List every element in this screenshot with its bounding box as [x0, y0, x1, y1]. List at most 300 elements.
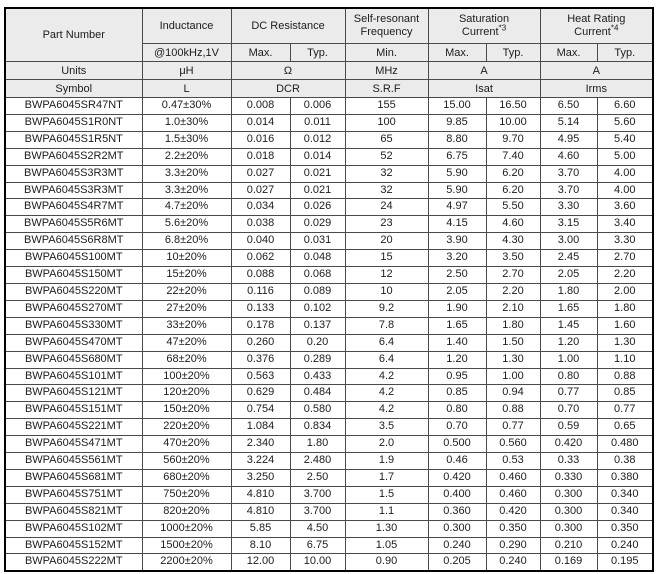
saturation-footnote-marker: *3 — [498, 23, 507, 33]
value-cell: 0.027 — [231, 165, 290, 182]
value-cell: 32 — [345, 182, 428, 199]
value-cell: 820±20% — [142, 503, 231, 520]
value-cell: 0.90 — [345, 554, 428, 571]
value-cell: 0.754 — [231, 402, 290, 419]
value-cell: 1.7 — [345, 469, 428, 486]
value-cell: 0.70 — [540, 402, 597, 419]
value-cell: 1.80 — [486, 317, 540, 334]
value-cell: 0.420 — [540, 436, 597, 453]
value-cell: 0.376 — [231, 351, 290, 368]
value-cell: 2.00 — [597, 283, 653, 300]
value-cell: 16.50 — [486, 98, 540, 115]
value-cell: 0.85 — [428, 385, 486, 402]
value-cell: 0.629 — [231, 385, 290, 402]
value-cell: 3.50 — [486, 250, 540, 267]
value-cell: 6.60 — [597, 98, 653, 115]
table-row — [5, 165, 653, 182]
value-cell: 15±20% — [142, 267, 231, 284]
value-cell: 0.137 — [290, 317, 345, 334]
value-cell: 0.102 — [290, 300, 345, 317]
value-cell: 2.70 — [597, 250, 653, 267]
value-cell: 0.210 — [540, 537, 597, 554]
part-number-cell: BWPA6045S270MT — [5, 300, 142, 317]
value-cell: 5.90 — [428, 182, 486, 199]
value-cell: 0.350 — [597, 520, 653, 537]
value-cell: 3.3±20% — [142, 165, 231, 182]
part-number-cell: BWPA6045S1R5NT — [5, 131, 142, 148]
value-cell: 0.008 — [231, 98, 290, 115]
value-cell: 0.380 — [597, 469, 653, 486]
value-cell: 8.10 — [231, 537, 290, 554]
table-row — [5, 148, 653, 165]
srf-label-line1: Self-resonant — [353, 13, 420, 25]
value-cell: 0.340 — [597, 503, 653, 520]
value-cell: 10±20% — [142, 250, 231, 267]
heat-label-line1: Heat Rating — [567, 13, 626, 25]
value-cell: 0.38 — [597, 453, 653, 470]
value-cell: 3.30 — [597, 233, 653, 250]
value-cell: 4.50 — [290, 520, 345, 537]
part-number-cell: BWPA6045S2R2MT — [5, 148, 142, 165]
value-cell: 0.300 — [540, 503, 597, 520]
value-cell: 6.20 — [486, 165, 540, 182]
part-number-cell: BWPA6045S6R8MT — [5, 233, 142, 250]
value-cell: 1.084 — [231, 419, 290, 436]
table-row — [5, 199, 653, 216]
value-cell: 10.00 — [290, 554, 345, 571]
value-cell: 0.420 — [486, 503, 540, 520]
value-cell: 0.330 — [540, 469, 597, 486]
value-cell: 5.40 — [597, 131, 653, 148]
part-number-cell: BWPA6045S121MT — [5, 385, 142, 402]
value-cell: 6.20 — [486, 182, 540, 199]
value-cell: 1.65 — [428, 317, 486, 334]
value-cell: 0.59 — [540, 419, 597, 436]
value-cell: 2.45 — [540, 250, 597, 267]
part-number-cell: BWPA6045S680MT — [5, 351, 142, 368]
part-number-cell: BWPA6045S3R3MT — [5, 182, 142, 199]
col-header-inductance: Inductance — [142, 8, 231, 44]
value-cell: 1.30 — [345, 520, 428, 537]
saturation-label-line2: Current$^{*3}$ — [461, 23, 507, 38]
value-cell: 4.810 — [231, 503, 290, 520]
part-number-cell: BWPA6045S102MT — [5, 520, 142, 537]
header-group-row — [5, 8, 653, 44]
value-cell: 4.60 — [486, 216, 540, 233]
value-cell: 1.0±30% — [142, 114, 231, 131]
table-row — [5, 368, 653, 385]
value-cell: 12 — [345, 267, 428, 284]
inductor-spec-table — [4, 7, 654, 572]
value-cell: 0.20 — [290, 334, 345, 351]
value-cell: 0.46 — [428, 453, 486, 470]
isat-max-header: Max. — [428, 44, 486, 62]
table-row — [5, 469, 653, 486]
value-cell: 6.50 — [540, 98, 597, 115]
value-cell: 0.018 — [231, 148, 290, 165]
value-cell: 3.15 — [540, 216, 597, 233]
value-cell: 0.048 — [290, 250, 345, 267]
value-cell: 0.260 — [231, 334, 290, 351]
value-cell: 0.040 — [231, 233, 290, 250]
value-cell: 1.80 — [597, 300, 653, 317]
value-cell: 2200±20% — [142, 554, 231, 571]
value-cell: 0.014 — [290, 148, 345, 165]
value-cell: 1000±20% — [142, 520, 231, 537]
value-cell: 0.580 — [290, 402, 345, 419]
dcr-max-header: Max. — [231, 44, 290, 62]
value-cell: 0.65 — [597, 419, 653, 436]
value-cell: 6.75 — [290, 537, 345, 554]
value-cell: 15 — [345, 250, 428, 267]
value-cell: 1.20 — [540, 334, 597, 351]
value-cell: 0.53 — [486, 453, 540, 470]
srf-unit: MHz — [345, 62, 428, 80]
value-cell: 0.300 — [540, 520, 597, 537]
value-cell: 0.014 — [231, 114, 290, 131]
value-cell: 0.290 — [486, 537, 540, 554]
part-number-cell: BWPA6045S4R7MT — [5, 199, 142, 216]
value-cell: 0.85 — [597, 385, 653, 402]
value-cell: 3.5 — [345, 419, 428, 436]
value-cell: 3.3±20% — [142, 182, 231, 199]
table-row — [5, 131, 653, 148]
value-cell: 0.460 — [486, 486, 540, 503]
dcr-symbol: DCR — [231, 80, 345, 98]
value-cell: 0.77 — [486, 419, 540, 436]
value-cell: 4.00 — [597, 182, 653, 199]
col-header-saturation-current — [428, 8, 540, 44]
table-row — [5, 351, 653, 368]
value-cell: 5.60 — [597, 114, 653, 131]
value-cell: 0.480 — [597, 436, 653, 453]
value-cell: 1.5±30% — [142, 131, 231, 148]
table-row — [5, 419, 653, 436]
value-cell: 2.340 — [231, 436, 290, 453]
part-number-cell: BWPA6045S100MT — [5, 250, 142, 267]
value-cell: 65 — [345, 131, 428, 148]
value-cell: 3.40 — [597, 216, 653, 233]
value-cell: 0.021 — [290, 182, 345, 199]
value-cell: 0.029 — [290, 216, 345, 233]
table-row — [5, 537, 653, 554]
value-cell: 0.016 — [231, 131, 290, 148]
value-cell: 1.65 — [540, 300, 597, 317]
value-cell: 0.460 — [486, 469, 540, 486]
value-cell: 2.05 — [540, 267, 597, 284]
value-cell: 0.500 — [428, 436, 486, 453]
table-row — [5, 317, 653, 334]
table-body — [5, 98, 653, 572]
part-number-cell: BWPA6045S5R6MT — [5, 216, 142, 233]
table-row — [5, 233, 653, 250]
value-cell: 2.20 — [597, 267, 653, 284]
value-cell: 1.30 — [597, 334, 653, 351]
value-cell: 0.433 — [290, 368, 345, 385]
value-cell: 4.30 — [486, 233, 540, 250]
value-cell: 100±20% — [142, 368, 231, 385]
value-cell: 68±20% — [142, 351, 231, 368]
value-cell: 0.300 — [540, 486, 597, 503]
value-cell: 33±20% — [142, 317, 231, 334]
value-cell: 120±20% — [142, 385, 231, 402]
value-cell: 2.70 — [486, 267, 540, 284]
value-cell: 1.1 — [345, 503, 428, 520]
value-cell: 0.088 — [231, 267, 290, 284]
table-row — [5, 520, 653, 537]
value-cell: 5.90 — [428, 165, 486, 182]
value-cell: 0.33 — [540, 453, 597, 470]
col-header-srf — [345, 8, 428, 44]
units-row — [5, 62, 653, 80]
value-cell: 1.40 — [428, 334, 486, 351]
symbol-row-label: Symbol — [5, 80, 142, 98]
value-cell: 0.400 — [428, 486, 486, 503]
value-cell: 0.062 — [231, 250, 290, 267]
inductance-unit: μH — [142, 62, 231, 80]
value-cell: 0.011 — [290, 114, 345, 131]
value-cell: 2.480 — [290, 453, 345, 470]
value-cell: 560±20% — [142, 453, 231, 470]
value-cell: 0.834 — [290, 419, 345, 436]
value-cell: 2.50 — [290, 469, 345, 486]
value-cell: 4.7±20% — [142, 199, 231, 216]
value-cell: 23 — [345, 216, 428, 233]
value-cell: 1.5 — [345, 486, 428, 503]
value-cell: 47±20% — [142, 334, 231, 351]
value-cell: 2.0 — [345, 436, 428, 453]
table-row — [5, 436, 653, 453]
value-cell: 4.2 — [345, 385, 428, 402]
value-cell: 10.00 — [486, 114, 540, 131]
table-row — [5, 216, 653, 233]
value-cell: 52 — [345, 148, 428, 165]
srf-symbol: S.R.F — [345, 80, 428, 98]
value-cell: 1.9 — [345, 453, 428, 470]
value-cell: 0.420 — [428, 469, 486, 486]
value-cell: 0.88 — [597, 368, 653, 385]
value-cell: 0.289 — [290, 351, 345, 368]
value-cell: 4.97 — [428, 199, 486, 216]
value-cell: 3.30 — [540, 199, 597, 216]
value-cell: 7.8 — [345, 317, 428, 334]
part-number-cell: BWPA6045S150MT — [5, 267, 142, 284]
value-cell: 4.810 — [231, 486, 290, 503]
value-cell: 0.089 — [290, 283, 345, 300]
table-header — [5, 8, 653, 98]
value-cell: 3.70 — [540, 165, 597, 182]
value-cell: 0.563 — [231, 368, 290, 385]
part-number-cell: BWPA6045S151MT — [5, 402, 142, 419]
value-cell: 7.40 — [486, 148, 540, 165]
table-row — [5, 554, 653, 571]
value-cell: 0.350 — [486, 520, 540, 537]
inductance-symbol: L — [142, 80, 231, 98]
isat-typ-header: Typ. — [486, 44, 540, 62]
part-number-cell: BWPA6045S222MT — [5, 554, 142, 571]
value-cell: 12.00 — [231, 554, 290, 571]
table-row — [5, 486, 653, 503]
part-number-cell: BWPA6045S220MT — [5, 283, 142, 300]
value-cell: 0.205 — [428, 554, 486, 571]
inductance-condition: @100kHz,1V — [142, 44, 231, 62]
value-cell: 6.75 — [428, 148, 486, 165]
value-cell: 0.300 — [428, 520, 486, 537]
dcr-unit: Ω — [231, 62, 345, 80]
value-cell: 0.240 — [428, 537, 486, 554]
value-cell: 0.038 — [231, 216, 290, 233]
value-cell: 1.80 — [290, 436, 345, 453]
part-number-cell: BWPA6045S470MT — [5, 334, 142, 351]
value-cell: 0.94 — [486, 385, 540, 402]
isat-symbol: Isat — [428, 80, 540, 98]
value-cell: 2.05 — [428, 283, 486, 300]
srf-label-line2: Frequency — [360, 26, 413, 38]
irms-typ-header: Typ. — [597, 44, 653, 62]
value-cell: 1.90 — [428, 300, 486, 317]
part-number-cell: BWPA6045S751MT — [5, 486, 142, 503]
part-number-cell: BWPA6045S221MT — [5, 419, 142, 436]
table-row — [5, 267, 653, 284]
value-cell: 3.20 — [428, 250, 486, 267]
symbol-row — [5, 80, 653, 98]
irms-unit: A — [540, 62, 653, 80]
part-number-cell: BWPA6045S821MT — [5, 503, 142, 520]
value-cell: 10 — [345, 283, 428, 300]
part-number-cell: BWPA6045S152MT — [5, 537, 142, 554]
value-cell: 5.00 — [597, 148, 653, 165]
value-cell: 470±20% — [142, 436, 231, 453]
value-cell: 3.700 — [290, 503, 345, 520]
value-cell: 2.2±20% — [142, 148, 231, 165]
value-cell: 2.50 — [428, 267, 486, 284]
value-cell: 1.30 — [486, 351, 540, 368]
value-cell: 5.50 — [486, 199, 540, 216]
units-row-label: Units — [5, 62, 142, 80]
value-cell: 0.47±30% — [142, 98, 231, 115]
value-cell: 3.700 — [290, 486, 345, 503]
value-cell: 220±20% — [142, 419, 231, 436]
value-cell: 3.250 — [231, 469, 290, 486]
value-cell: 9.85 — [428, 114, 486, 131]
part-number-cell: BWPA6045S561MT — [5, 453, 142, 470]
value-cell: 0.006 — [290, 98, 345, 115]
isat-unit: A — [428, 62, 540, 80]
value-cell: 20 — [345, 233, 428, 250]
value-cell: 1.50 — [486, 334, 540, 351]
value-cell: 5.6±20% — [142, 216, 231, 233]
value-cell: 0.195 — [597, 554, 653, 571]
value-cell: 15.00 — [428, 98, 486, 115]
part-number-cell: BWPA6045S3R3MT — [5, 165, 142, 182]
value-cell: 1500±20% — [142, 537, 231, 554]
value-cell: 27±20% — [142, 300, 231, 317]
value-cell: 0.77 — [540, 385, 597, 402]
value-cell: 0.240 — [486, 554, 540, 571]
value-cell: 1.05 — [345, 537, 428, 554]
value-cell: 4.2 — [345, 368, 428, 385]
value-cell: 0.88 — [486, 402, 540, 419]
value-cell: 0.133 — [231, 300, 290, 317]
value-cell: 8.80 — [428, 131, 486, 148]
value-cell: 0.70 — [428, 419, 486, 436]
value-cell: 9.70 — [486, 131, 540, 148]
value-cell: 3.224 — [231, 453, 290, 470]
value-cell: 1.80 — [540, 283, 597, 300]
srf-min-header: Min. — [345, 44, 428, 62]
value-cell: 3.70 — [540, 182, 597, 199]
table-row — [5, 402, 653, 419]
value-cell: 22±20% — [142, 283, 231, 300]
value-cell: 4.60 — [540, 148, 597, 165]
value-cell: 750±20% — [142, 486, 231, 503]
value-cell: 0.95 — [428, 368, 486, 385]
dcr-typ-header: Typ. — [290, 44, 345, 62]
table-row — [5, 98, 653, 115]
value-cell: 2.20 — [486, 283, 540, 300]
value-cell: 4.2 — [345, 402, 428, 419]
irms-symbol: Irms — [540, 80, 653, 98]
value-cell: 0.484 — [290, 385, 345, 402]
value-cell: 4.00 — [597, 165, 653, 182]
value-cell: 0.77 — [597, 402, 653, 419]
value-cell: 1.00 — [486, 368, 540, 385]
value-cell: 0.034 — [231, 199, 290, 216]
table-row — [5, 283, 653, 300]
value-cell: 5.14 — [540, 114, 597, 131]
value-cell: 3.60 — [597, 199, 653, 216]
value-cell: 9.2 — [345, 300, 428, 317]
value-cell: 0.80 — [428, 402, 486, 419]
col-header-dc-resistance: DC Resistance — [231, 8, 345, 44]
table-row — [5, 453, 653, 470]
table-row — [5, 182, 653, 199]
saturation-label-line1: Saturation — [458, 13, 510, 25]
value-cell: 0.178 — [231, 317, 290, 334]
value-cell: 0.169 — [540, 554, 597, 571]
part-number-cell: BWPA6045S681MT — [5, 469, 142, 486]
value-cell: 0.031 — [290, 233, 345, 250]
value-cell: 1.20 — [428, 351, 486, 368]
value-cell: 0.027 — [231, 182, 290, 199]
value-cell: 32 — [345, 165, 428, 182]
part-number-cell: BWPA6045S471MT — [5, 436, 142, 453]
value-cell: 6.8±20% — [142, 233, 231, 250]
value-cell: 24 — [345, 199, 428, 216]
part-number-cell: BWPA6045S330MT — [5, 317, 142, 334]
value-cell: 1.45 — [540, 317, 597, 334]
value-cell: 0.068 — [290, 267, 345, 284]
value-cell: 0.026 — [290, 199, 345, 216]
value-cell: 0.560 — [486, 436, 540, 453]
value-cell: 155 — [345, 98, 428, 115]
value-cell: 3.90 — [428, 233, 486, 250]
value-cell: 0.340 — [597, 486, 653, 503]
value-cell: 0.360 — [428, 503, 486, 520]
value-cell: 0.012 — [290, 131, 345, 148]
value-cell: 0.240 — [597, 537, 653, 554]
irms-max-header: Max. — [540, 44, 597, 62]
value-cell: 0.116 — [231, 283, 290, 300]
value-cell: 1.10 — [597, 351, 653, 368]
table-row — [5, 114, 653, 131]
value-cell: 1.60 — [597, 317, 653, 334]
part-number-cell: BWPA6045S1R0NT — [5, 114, 142, 131]
table-row — [5, 300, 653, 317]
value-cell: 150±20% — [142, 402, 231, 419]
col-header-part-number: Part Number — [5, 8, 142, 62]
table-row — [5, 250, 653, 267]
